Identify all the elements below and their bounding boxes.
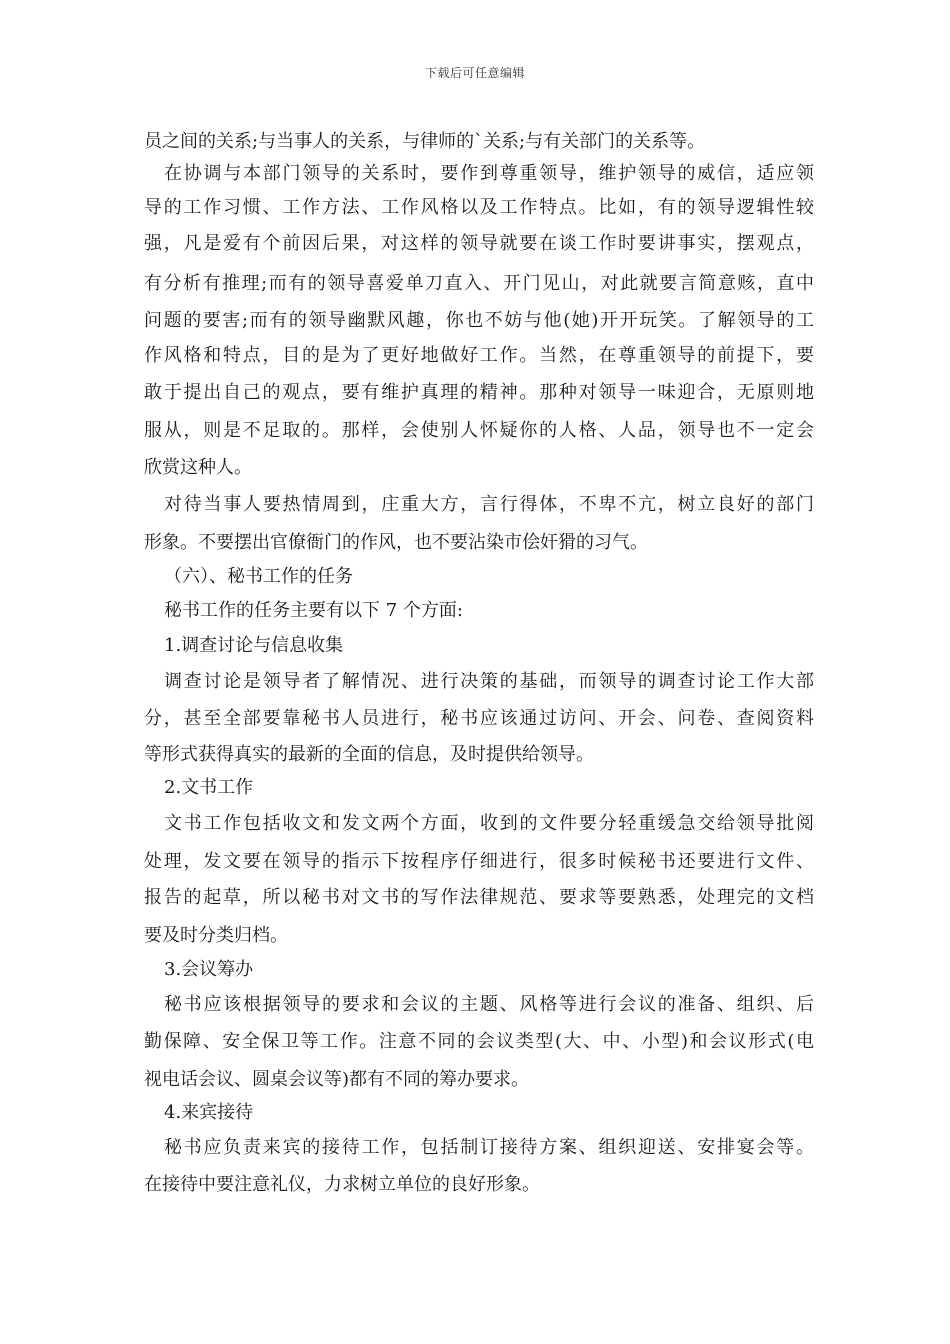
text-line: 秘书工作的任务主要有以下 7 个方面: <box>164 600 463 621</box>
text-line: 有分析有推理;而有的领导喜爱单刀直入、开门见山，对此就要言简意赅，直中 <box>144 273 814 294</box>
text-line: 文书工作包括收文和发文两个方面，收到的文件要分轻重缓急交给领导批阅 <box>164 813 814 834</box>
text-line: 敢于提出自己的观点，要有维护真理的精神。那种对领导一味迎合，无原则地 <box>144 382 814 403</box>
text-line: 作风格和特点，目的是为了更好地做好工作。当然，在尊重领导的前提下，要 <box>144 345 814 366</box>
subsection-heading: 3.会议筹办 <box>164 959 254 980</box>
subsection-heading: 1.调查讨论与信息收集 <box>164 635 344 656</box>
text-line: 形象。不要摆出官僚衙门的作风，也不要沾染市侩奸猾的习气。 <box>144 532 648 553</box>
section-heading: （六）、秘书工作的任务 <box>164 566 353 587</box>
text-line: 导的工作习惯、工作方法、工作风格以及工作特点。比如，有的领导逻辑性较 <box>144 197 814 218</box>
text-line: 问题的要害;而有的领导幽默风趣，你也不妨与他(她)开开玩笑。了解领导的工 <box>144 310 814 331</box>
subsection-heading: 4.来宾接待 <box>164 1102 254 1123</box>
text-line: 调查讨论是领导者了解情况、进行决策的基础，而领导的调查讨论工作大部 <box>164 671 814 692</box>
subsection-heading: 2.文书工作 <box>164 777 254 798</box>
text-line: 员之间的关系;与当事人的关系，与律师的`关系;与有关部门的关系等。 <box>144 131 706 152</box>
text-line: 秘书应该根据领导的要求和会议的主题、风格等进行会议的准备、组织、后 <box>164 994 814 1015</box>
text-line: 分，甚至全部要靠秘书人员进行，秘书应该通过访问、开会、问卷、查阅资料 <box>144 708 814 729</box>
text-line: 强，凡是爱有个前因后果，对这样的领导就要在谈工作时要讲事实，摆观点， <box>144 233 814 254</box>
text-line: 要及时分类归档。 <box>144 925 288 946</box>
text-line: 报告的起草，所以秘书对文书的写作法律规范、要求等要熟悉，处理完的文档 <box>144 887 814 908</box>
text-line: 在协调与本部门领导的关系时，要作到尊重领导，维护领导的威信，适应领 <box>164 163 814 184</box>
text-line: 秘书应负责来宾的接待工作，包括制订接待方案、组织迎送、安排宴会等。 <box>164 1137 814 1158</box>
text-line: 在接待中要注意礼仪，力求树立单位的良好形象。 <box>144 1174 540 1195</box>
page-header: 下载后可任意编辑 <box>424 66 525 80</box>
text-line: 对待当事人要热情周到，庄重大方，言行得体，不卑不亢，树立良好的部门 <box>164 494 814 515</box>
text-line: 视电话会议、圆桌会议等)都有不同的筹办要求。 <box>144 1069 530 1090</box>
text-line: 服从，则是不足取的。那样，会使别人怀疑你的人格、人品，领导也不一定会 <box>144 420 814 441</box>
text-line: 勤保障、安全保卫等工作。注意不同的会议类型(大、中、小型)和会议形式(电 <box>144 1031 814 1052</box>
text-line: 处理，发文要在领导的指示下按程序仔细进行，很多时候秘书还要进行文件、 <box>144 851 814 872</box>
text-line: 等形式获得真实的最新的全面的信息，及时提供给领导。 <box>144 744 594 765</box>
text-line: 欣赏这种人。 <box>144 457 252 478</box>
